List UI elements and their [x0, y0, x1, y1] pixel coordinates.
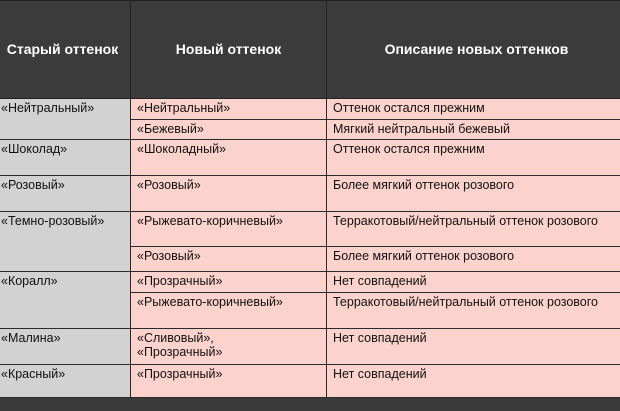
old-shade-cell: «Малина» [0, 329, 131, 365]
old-shade-cell: «Нейтральный» [0, 99, 131, 140]
old-shade-cell: «Темно-розовый» [0, 212, 131, 272]
description-cell: Нет совпадений [327, 329, 620, 365]
old-shade-cell: «Шоколад» [0, 140, 131, 176]
new-shade-cell: «Нейтральный» [131, 99, 327, 120]
new-shade-cell: «Бежевый» [131, 120, 327, 140]
new-shade-cell: «Рыжевато-коричневый» [131, 212, 327, 247]
header-description: Описание новых оттенков [327, 1, 620, 99]
new-shade-cell: «Сливовый», «Прозрачный» [131, 329, 327, 365]
new-shade-cell: «Прозрачный» [131, 365, 327, 398]
description-cell: Более мягкий оттенок розового [327, 247, 620, 272]
description-cell: Мягкий нейтральный бежевый [327, 120, 620, 140]
header-new-shade: Новый оттенок [131, 1, 327, 99]
description-cell: Терракотовый/нейтральный оттенок розового [327, 212, 620, 247]
table-row [0, 365, 620, 398]
new-shade-cell: «Рыжевато-коричневый» [131, 293, 327, 329]
description-cell: Нет совпадений [327, 272, 620, 293]
table-row [0, 329, 620, 365]
table-row [0, 272, 620, 293]
description-cell: Более мягкий оттенок розового [327, 176, 620, 212]
table-row [0, 140, 620, 176]
old-shade-cell: «Коралл» [0, 272, 131, 329]
description-cell: Оттенок остался прежним [327, 140, 620, 176]
new-shade-cell: «Прозрачный» [131, 272, 327, 293]
table-header-row [0, 1, 620, 99]
description-cell: Нет совпадений [327, 365, 620, 398]
new-shade-cell: «Розовый» [131, 247, 327, 272]
table-row [0, 212, 620, 247]
description-cell: Терракотовый/нейтральный оттенок розового [327, 293, 620, 329]
old-shade-cell: «Красный» [0, 365, 131, 398]
old-shade-cell: «Розовый» [0, 176, 131, 212]
table-row [0, 99, 620, 120]
table-row [0, 176, 620, 212]
header-old-shade: Старый оттенок [0, 1, 131, 99]
new-shade-cell: «Шоколадный» [131, 140, 327, 176]
description-cell: Оттенок остался прежним [327, 99, 620, 120]
new-shade-cell: «Розовый» [131, 176, 327, 212]
